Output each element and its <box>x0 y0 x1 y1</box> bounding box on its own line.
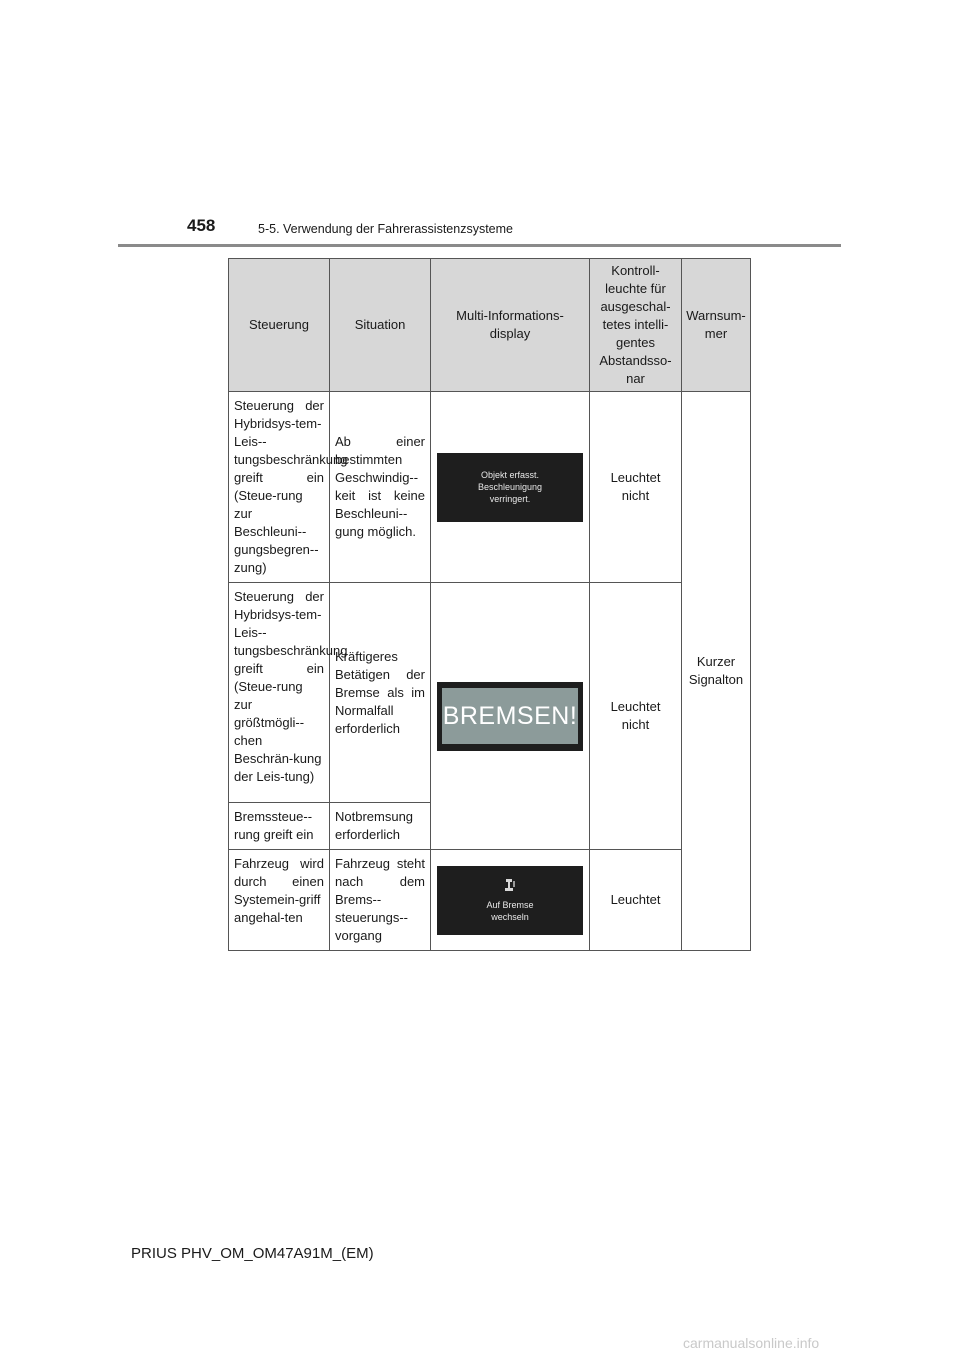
brake-warning-text: BREMSEN! <box>442 688 578 744</box>
row3-situation: Notbremsung erforderlich <box>330 803 431 850</box>
section-title: 5-5. Verwendung der Fahrerassistenzsysteme <box>258 222 513 236</box>
mid-line2: Beschleunigung <box>477 482 543 492</box>
row2-situation: Kräftigeres Betätigen der Bremse als im Normalfall erforderlich <box>330 583 431 803</box>
header-rule <box>118 244 841 247</box>
header-situation: Situation <box>330 259 431 392</box>
page-number: 458 <box>187 216 216 235</box>
table-row <box>229 583 751 803</box>
header-warnsummer: Warnsum- mer <box>682 259 751 392</box>
table-row <box>229 850 751 951</box>
mid-line2: wechseln <box>491 911 529 922</box>
row1-steuerung: Steuerung der Hybridsys-tem-Leis-tungsbeschränkung greift ein (Steue-rung zur Beschleuni-gungsbegren-zung) <box>229 392 330 583</box>
row2-display <box>431 583 590 850</box>
brake-pedal-icon <box>503 878 517 895</box>
control-table <box>228 258 751 951</box>
header-display: Multi-Informations- display <box>431 259 590 392</box>
mid-screen-brake <box>437 682 583 751</box>
mid-screen-object-detected <box>437 453 583 522</box>
row1-display <box>431 392 590 583</box>
row1-kontrollleuchte: Leuchtet nicht <box>590 392 682 583</box>
header-kontrollleuchte: Kontroll- leuchte für ausgeschal- tetes intelli- gentes Abstandsso- nar <box>590 259 682 392</box>
table-row <box>229 392 751 583</box>
mid-line1: Auf Bremse <box>486 899 534 910</box>
mid-line3: verringert. <box>489 494 531 504</box>
mid-screen-switch-brake <box>437 866 583 935</box>
header-steuerung: Steuerung <box>229 259 330 392</box>
warnsummer-cell: Kurzer Signalton <box>682 392 751 951</box>
row1-situation: Ab einer bestimmten Geschwindig-keit ist keine Beschleuni-gung möglich. <box>330 392 431 583</box>
mid-line1: Objekt erfasst. <box>480 470 540 480</box>
row4-situation: Fahrzeug steht nach dem Brems-steuerungs-vorgang <box>330 850 431 951</box>
row4-display <box>431 850 590 951</box>
watermark: carmanualsonline.info <box>683 1335 820 1351</box>
footer-doc-id: PRIUS PHV_OM_OM47A91M_(EM) <box>131 1245 374 1262</box>
row3-steuerung: Bremssteue-rung greift ein <box>229 803 330 850</box>
row2-steuerung: Steuerung der Hybridsys-tem-Leis-tungsbeschränkung greift ein (Steue-rung zur größtmögli-chen Beschrän-kung der Leis-tung) <box>229 583 330 803</box>
table-header-row <box>229 259 751 392</box>
row2-kontrollleuchte: Leuchtet nicht <box>590 583 682 850</box>
row4-kontrollleuchte: Leuchtet <box>590 850 682 951</box>
row4-steuerung: Fahrzeug wird durch einen Systemein-griff angehal-ten <box>229 850 330 951</box>
